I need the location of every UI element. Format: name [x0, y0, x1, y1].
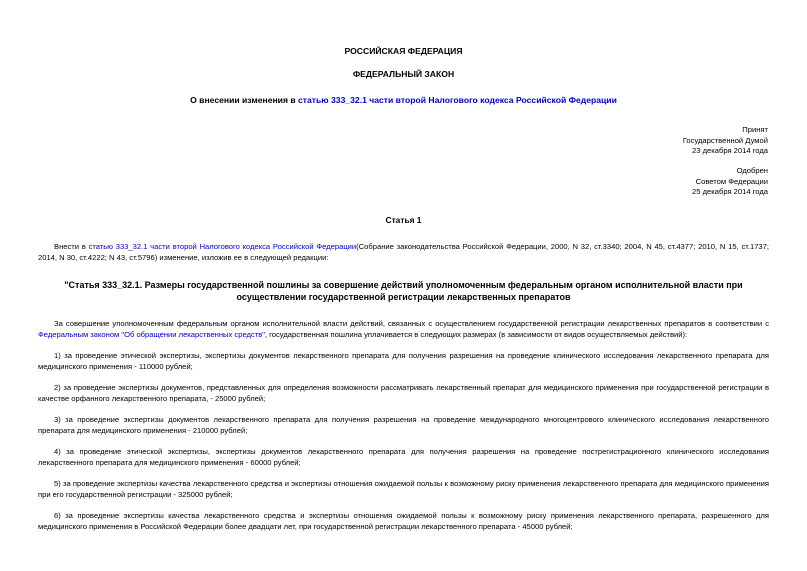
list-item: 2) за проведение экспертизы документов, представленных для определения возможности рассматривать лекарственный препарат для медицинского применения при государственной регистрации в качестве орфанного лекарственного препарата, - 25000 рублей; — [38, 383, 769, 403]
list-item: 4) за проведение этической экспертизы, экспертизы документов лекарственного препарата для получения разрешения на проведение пострегистрационного клинического исследования лекарственного препарата для медицинского применения - 60000 рублей; — [38, 447, 769, 467]
law-title-link[interactable]: статью 333_32.1 части второй Налогового кодекса Российской Федерации — [298, 95, 617, 105]
body-suffix: , государственная пошлина уплачивается в следующих размерах (в зависимости от видов осуществляемых действий): — [264, 330, 688, 339]
adopted-line-2: Государственной Думой — [682, 135, 768, 145]
approved-line-1: Одобрен — [736, 166, 768, 175]
list-item: 5) за проведение экспертизы качества лекарственного средства и экспертизы отношения ожидаемой пользы к возможному риску применения лекарственного препарата для медицинского применения при его государственной регистрации - 325000 рублей; — [38, 479, 769, 499]
country-heading: РОССИЙСКАЯ ФЕДЕРАЦИЯ — [344, 46, 463, 56]
intro-prefix: Внести в — [54, 242, 89, 251]
law-title-prefix: О внесении изменения в — [190, 95, 299, 105]
approved-line-3: 25 декабря 2014 года — [692, 187, 768, 196]
article-body — [38, 318, 769, 340]
adopted-block — [683, 125, 768, 157]
list-item: 1) за проведение этической экспертизы, экспертизы документов лекарственного препарата для получения разрешения на проведение клинического исследования лекарственного препарата для медицинского применения - 110000 рублей; — [38, 351, 769, 371]
article-intro — [38, 241, 769, 263]
approved-block — [692, 166, 768, 198]
intro-suffix: (Собрание законодательства Российской Федерации, 2000, N 32, ст.3340; 2004, N 45, ст.4377; 2010, N 15, ст.1737; 2014, N 30, ст.4222; N 43, ст.5796) изменение, изложив ее в следующей редакции: — [38, 242, 769, 262]
adopted-line-1: Принят — [742, 125, 768, 134]
list-item: 6) за проведение экспертизы качества лекарственного средства и экспертизы отношения ожидаемой пользы к возможному риску применения лекарственного препарата, разрешенного для медицинского применения в Российской Федерации более двадцати лет, при государственной регистрации лекарственного препарата - 45000 рублей; — [38, 511, 769, 531]
body-law-link[interactable]: Федеральным законом "Об обращении лекарственных средств" — [38, 330, 265, 339]
law-type-heading: ФЕДЕРАЛЬНЫЙ ЗАКОН — [352, 69, 455, 79]
list-item: 3) за проведение экспертизы документов лекарственного препарата для получения разрешения на проведение международного многоцентрового клинического исследования лекарственного препарата для медицинского применения - 210000 рублей; — [38, 415, 769, 435]
intro-link[interactable]: статью 333_32.1 части второй Налогового кодекса Российской Федерации — [88, 242, 357, 251]
body-prefix: За совершение уполномоченным федеральным органом исполнительной власти действий, связанных с осуществлением государственной регистрации лекарственных препаратов в соответствии с — [54, 319, 769, 328]
adopted-line-3: 23 декабря 2014 года — [692, 146, 768, 155]
law-title — [0, 95, 807, 106]
article-heading: Статья 1 — [385, 215, 422, 225]
new-article-title: "Статья 333_32.1. Размеры государственной пошлины за совершение действий уполномоченным федеральным органом исполнительной власти при осуществлении государственной регистрации лекарственных препаратов — [64, 280, 743, 302]
approved-line-2: Советом Федерации — [695, 176, 768, 186]
